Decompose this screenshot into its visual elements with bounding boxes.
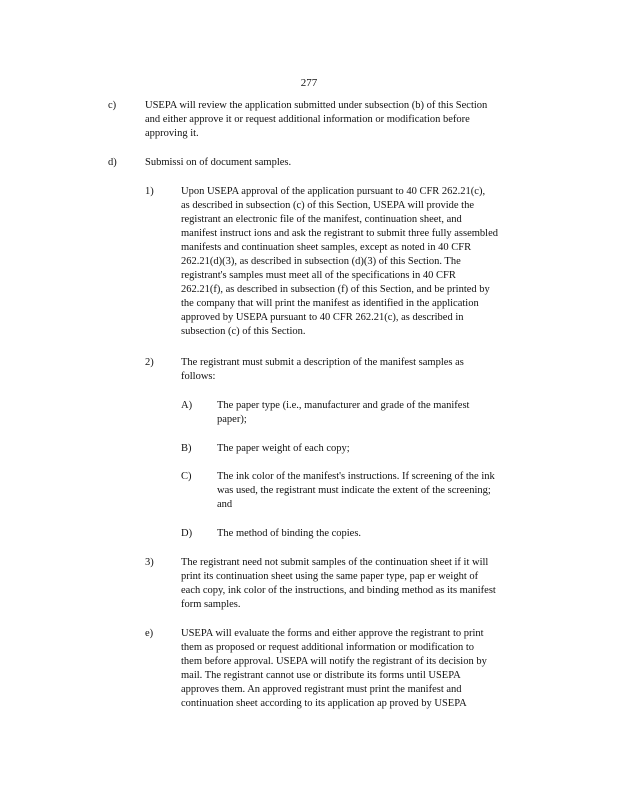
item-e-line: USEPA will evaluate the forms and either approve the registrant to print	[181, 628, 484, 639]
item-d2-line: The registrant must submit a description of the manifest samples as	[181, 357, 464, 368]
item-d3-line: form samples.	[181, 599, 241, 610]
item-d2a-marker: A)	[181, 400, 193, 411]
item-e-line: continuation sheet according to its application ap proved by USEPA	[181, 698, 467, 709]
item-e-text	[181, 627, 537, 711]
item-d1-line: as described in subsection (c) of this Section, USEPA will provide the	[181, 200, 474, 211]
item-d2b-text	[217, 442, 537, 456]
item-e-line: them as proposed or request additional information or modification to	[181, 642, 475, 653]
item-d2d-line: The method of binding the copies.	[217, 528, 362, 539]
item-d2c-line: The ink color of the manifest's instructions. If screening of the ink	[217, 471, 495, 482]
item-d2c-marker: C)	[181, 471, 192, 482]
item-d1-line: registrant's samples must meet all of the specifications in 40 CFR	[181, 270, 456, 281]
item-d1-line: registrant an electronic file of the manifest, continuation sheet, and	[181, 214, 462, 225]
item-d-text	[145, 156, 537, 170]
item-d1-line: the company that will print the manifest as identified in the application	[181, 298, 479, 309]
item-d2-marker: 2)	[145, 357, 154, 368]
item-d1-line: approved by USEPA pursuant to 40 CFR 262.21(c), as described in	[181, 312, 464, 323]
item-e-line: them before approval. USEPA will notify the registrant of its decision by	[181, 656, 487, 667]
item-d2a-line: paper);	[217, 414, 247, 425]
item-c-line: USEPA will review the application submitted under subsection (b) of this Section	[145, 100, 488, 111]
item-d1-line: manifest instruct ions and ask the registrant to submit three fully assembled	[181, 228, 498, 239]
item-d3-line: The registrant need not submit samples of the continuation sheet if it will	[181, 557, 489, 568]
item-d2b-line: The paper weight of each copy;	[217, 443, 350, 454]
item-d3-line: each copy, ink color of the instructions, and binding method as its manifest	[181, 585, 496, 596]
item-d3-line: print its continuation sheet using the same paper type, pap er weight of	[181, 571, 479, 582]
item-e-marker: e)	[145, 628, 154, 639]
item-c-marker: c)	[108, 100, 117, 111]
item-c-line: and either approve it or request additional information or modification before	[145, 114, 470, 125]
item-d2d-marker: D)	[181, 528, 193, 539]
item-c-line: approving it.	[145, 128, 199, 139]
item-c-text	[145, 99, 537, 141]
page-number: 277	[300, 77, 318, 89]
item-d3-marker: 3)	[145, 557, 154, 568]
item-d2c-text	[217, 470, 537, 512]
item-d2b-marker: B)	[181, 443, 192, 454]
item-e-line: approves them. An approved registrant must print the manifest and	[181, 684, 462, 695]
item-d2d-text	[217, 527, 537, 541]
item-d1-line: manifests and continuation sheet samples, except as noted in 40 CFR	[181, 242, 472, 253]
item-d1-line: subsection (c) of this Section.	[181, 326, 306, 337]
item-d1-text	[181, 185, 537, 339]
item-d1-line: Upon USEPA approval of the application pursuant to 40 CFR 262.21(c),	[181, 186, 486, 197]
item-d2-line: follows:	[181, 371, 216, 382]
item-d2c-line: was used, the registrant must indicate the extent of the screening;	[217, 485, 491, 496]
item-d1-marker: 1)	[145, 186, 154, 197]
item-d2a-line: The paper type (i.e., manufacturer and grade of the manifest	[217, 400, 470, 411]
item-d1-line: 262.21(d)(3), as described in subsection (d)(3) of this Section. The	[181, 256, 461, 267]
item-d2a-text	[217, 399, 537, 427]
item-d-line: Submissi on of document samples.	[145, 157, 292, 168]
item-d2c-line: and	[217, 499, 233, 510]
item-e-line: mail. The registrant cannot use or distribute its forms until USEPA	[181, 670, 461, 681]
item-d3-text	[181, 556, 537, 612]
item-d-marker: d)	[108, 157, 117, 168]
item-d1-line: 262.21(f), as described in subsection (f) of this Section, and be printed by	[181, 284, 490, 295]
item-d2-text	[181, 356, 537, 384]
